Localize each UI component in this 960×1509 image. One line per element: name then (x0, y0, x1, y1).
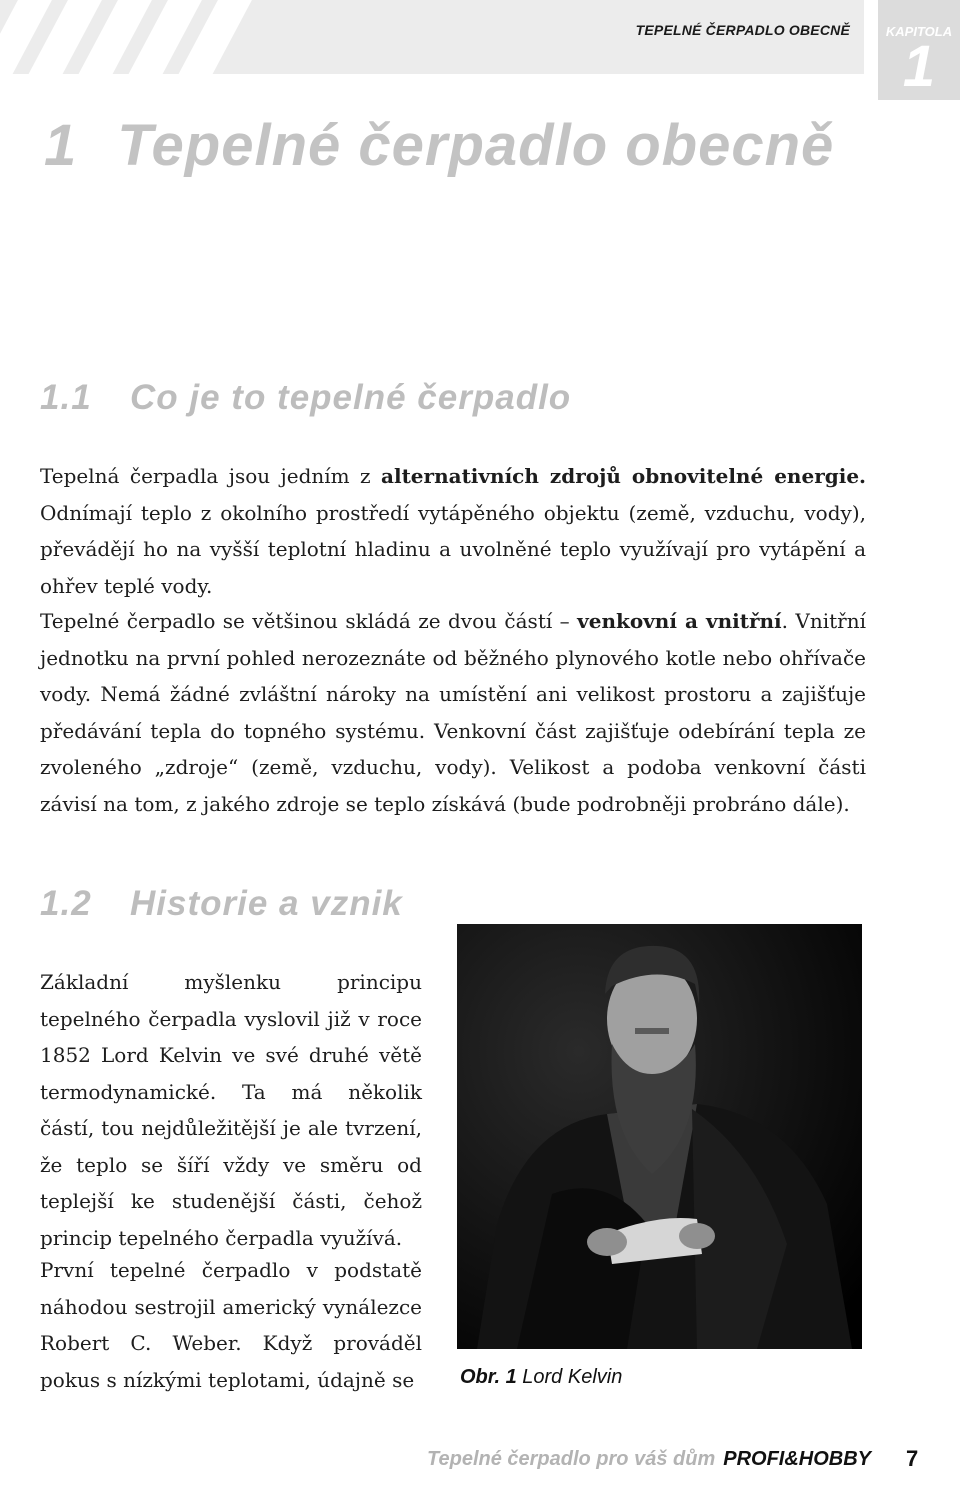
chapter-tab (878, 0, 960, 100)
bold-text: alternativních zdrojů obnovitelné energie. (381, 464, 866, 488)
paragraph (40, 458, 866, 604)
text-run: . Vnitřní jednotku na první pohled nerozeznáte od běžného plynového kotle nebo ohřívače vody. Nemá žádné zvláštní nároky na umístění ani velikost prostoru a zajišťuje předávání tepla do topného systému. Venkovní část zajišťuje odebírání tepla ze zvoleného „zdroje“ (země, vzduchu, vody). Velikost a podoba venkovní části závisí na tom, z jakého zdroje se teplo získává (bude podrobněji probráno dále). (40, 609, 866, 816)
section-heading-1-2 (40, 884, 403, 924)
section-title: Co je to tepelné čerpadlo (130, 378, 572, 417)
footer-book-title: Tepelné čerpadlo pro váš dům (427, 1448, 716, 1470)
figure-caption (460, 1366, 622, 1389)
section-heading-1-1 (40, 378, 571, 418)
caption-prefix: Obr. 1 (460, 1366, 517, 1388)
page-footer (427, 1448, 871, 1471)
section-number: 1.2 (40, 884, 92, 923)
section-title: Historie a vznik (130, 884, 403, 923)
chapter-tab-label: KAPITOLA (885, 24, 953, 39)
paragraph: První tepelné čerpadlo v podstatě náhodou sestrojil americký vynálezce Robert C. Weber. Když prováděl pokus s nízkými teplotami, údajně se (40, 1258, 422, 1392)
text-run: Tepelná čerpadla jsou jedním z (40, 464, 382, 488)
page-number: 7 (906, 1446, 919, 1471)
chapter-title-text: Tepelné čerpadlo obecně (117, 113, 835, 178)
text-run: Odnímají teplo z okolního prostředí vytápěného objektu (země, vzduchu, vody), převádějí ho na vyšší teplotní hladinu a uvolněné teplo využívají pro vytápění a ohřev teplé vody. (40, 500, 866, 598)
paragraph (40, 603, 866, 822)
header-band (0, 0, 864, 74)
running-header-title: TEPELNÉ ČERPADLO OBECNĚ (635, 22, 850, 38)
portrait-photo (457, 924, 862, 1349)
text-run: Tepelné čerpadlo se většinou skládá ze dvou částí – (40, 609, 578, 633)
section-number: 1.1 (40, 378, 92, 417)
footer-brand: PROFI&HOBBY (723, 1448, 872, 1470)
chapter-title (44, 112, 834, 179)
paragraph: Základní myšlenku principu tepelného čerpadla vyslovil již v roce 1852 Lord Kelvin ve své druhé větě termodynamické. Ta má několik částí, tou nejdůležitější je ale tvrzení, že teplo se šíří vždy ve směru od teplejší ke studenější části, čehož princip tepelného čerpadla využívá. (40, 970, 422, 1250)
bold-text: venkovní a vnitřní (577, 609, 782, 633)
caption-text: Lord Kelvin (522, 1366, 623, 1388)
chapter-number: 1 (44, 113, 78, 178)
chapter-tab-number: 1 (902, 34, 936, 99)
portrait-illustration (457, 924, 862, 1349)
